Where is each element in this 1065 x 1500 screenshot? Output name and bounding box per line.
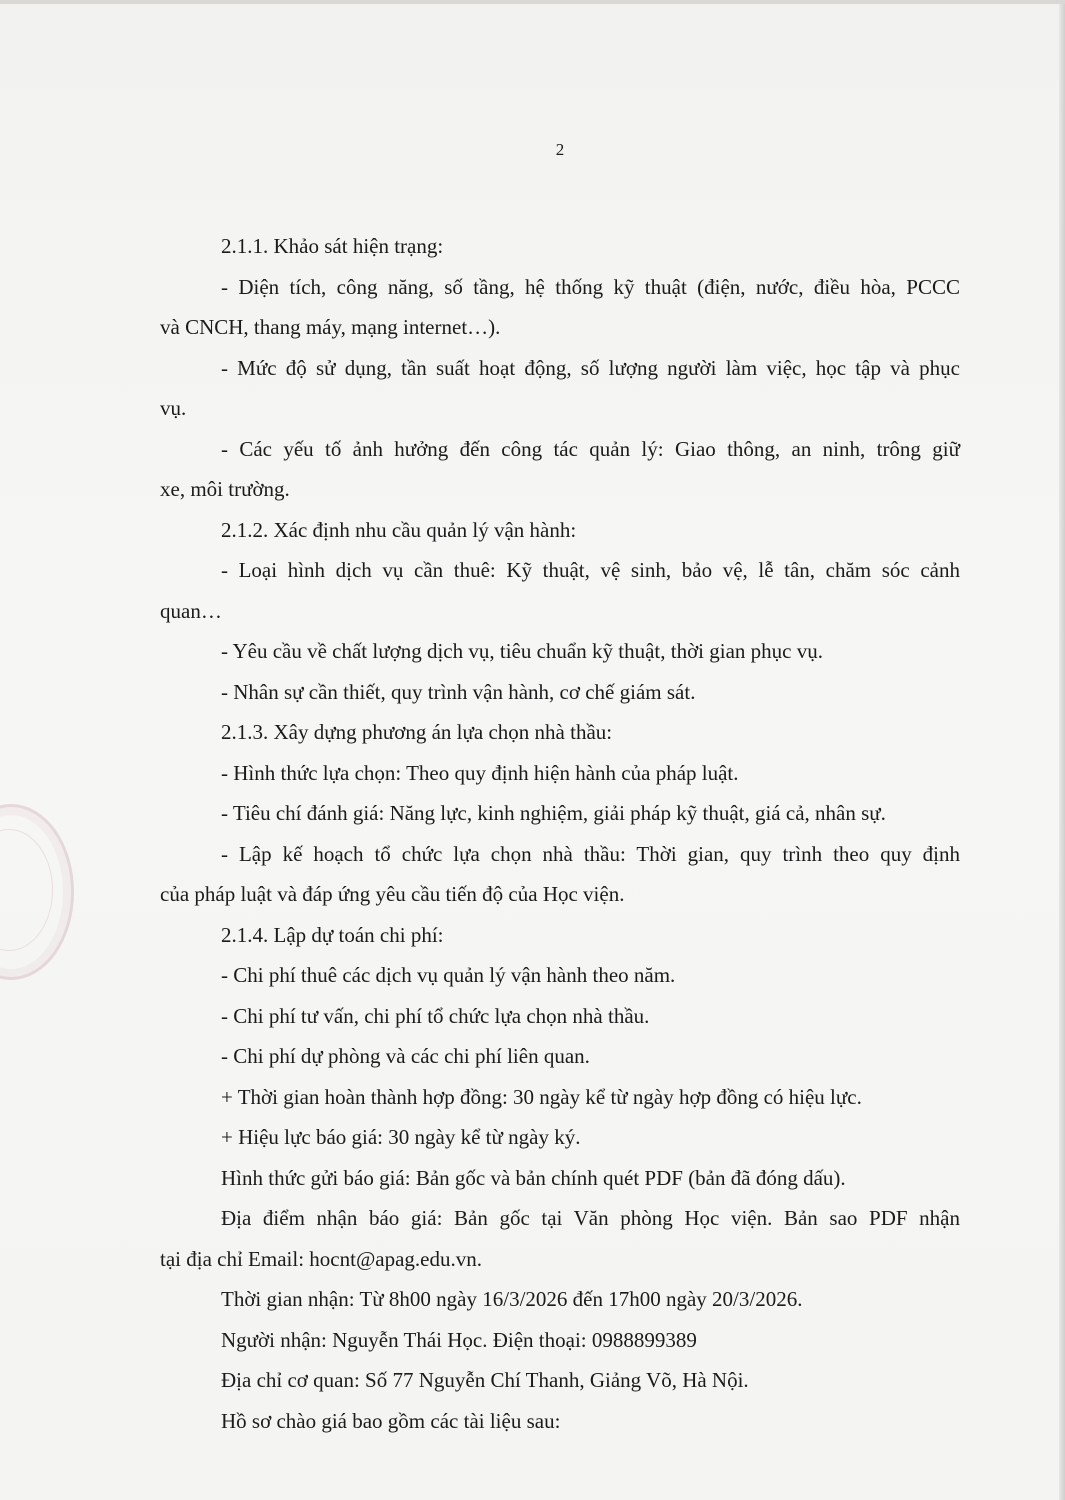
text-line: Thời gian nhận: Từ 8h00 ngày 16/3/2026 đến 17h00 ngày 20/3/2026. [221,1287,803,1311]
text-line: Người nhận: Nguyễn Thái Học. Điện thoại: 0988899389 [221,1327,697,1352]
text-line: - Lập kế hoạch tổ chức lựa chọn nhà thầu: Thời gian, quy trình theo quy định [221,841,960,866]
text-line: - Chi phí dự phòng và các chi phí liên quan. [221,1044,590,1068]
text-line: - Các yếu tố ảnh hưởng đến công tác quản lý: Giao thông, an ninh, trông giữ [221,436,960,461]
text-line: + Hiệu lực báo giá: 30 ngày kể từ ngày ký. [221,1125,581,1149]
text-line: xe, môi trường. [160,477,290,501]
text-line: Hồ sơ chào giá bao gồm các tài liệu sau: [221,1408,561,1433]
text-line: Địa chỉ cơ quan: Số 77 Nguyễn Chí Thanh, Giảng Võ, Hà Nội. [221,1368,749,1392]
page-edge-shadow [1059,4,1065,1500]
text-line: vụ. [160,396,187,420]
text-line: - Chi phí thuê các dịch vụ quản lý vận hành theo năm. [221,963,676,987]
text-line: quan… [160,598,222,623]
text-line: - Mức độ sử dụng, tần suất hoạt động, số lượng người làm việc, học tập và phục [221,355,960,380]
text-line: 2.1.2. Xác định nhu cầu quản lý vận hành: [221,517,577,542]
text-line: - Hình thức lựa chọn: Theo quy định hiện hành của pháp luật. [221,760,739,785]
text-line: Địa điểm nhận báo giá: Bản gốc tại Văn phòng Học viện. Bản sao PDF nhận [221,1206,960,1230]
text-line: + Thời gian hoàn thành hợp đồng: 30 ngày kể từ ngày hợp đồng có hiệu lực. [221,1084,862,1109]
document-page [0,4,1065,1500]
text-line: - Yêu cầu về chất lượng dịch vụ, tiêu chuẩn kỹ thuật, thời gian phục vụ. [221,639,823,663]
text-line: - Tiêu chí đánh giá: Năng lực, kinh nghiệm, giải pháp kỹ thuật, giá cả, nhân sự. [221,801,886,825]
text-line: 2.1.1. Khảo sát hiện trạng: [221,234,444,258]
text-line: 2.1.3. Xây dựng phương án lựa chọn nhà thầu: [221,720,613,744]
seal-inner-ring [0,829,53,951]
red-seal-stamp [0,804,74,980]
text-line: 2.1.4. Lập dự toán chi phí: [221,922,444,947]
text-line: - Nhân sự cần thiết, quy trình vận hành, cơ chế giám sát. [221,679,696,704]
text-line: - Chi phí tư vấn, chi phí tổ chức lựa chọn nhà thầu. [221,1003,650,1028]
text-line: - Loại hình dịch vụ cần thuê: Kỹ thuật, vệ sinh, bảo vệ, lễ tân, chăm sóc cảnh [221,558,960,582]
text-line: - Diện tích, công năng, số tầng, hệ thống kỹ thuật (điện, nước, điều hòa, PCCC [221,274,960,299]
text-line: Hình thức gửi báo giá: Bản gốc và bản chính quét PDF (bản đã đóng dấu). [221,1165,846,1190]
page-number: 2 [555,140,565,159]
text-line: của pháp luật và đáp ứng yêu cầu tiến độ của Học viện. [160,882,625,906]
text-line: tại địa chỉ Email: hocnt@apag.edu.vn. [160,1246,482,1271]
text-line: và CNCH, thang máy, mạng internet…). [160,315,501,339]
document-body [160,226,960,1441]
